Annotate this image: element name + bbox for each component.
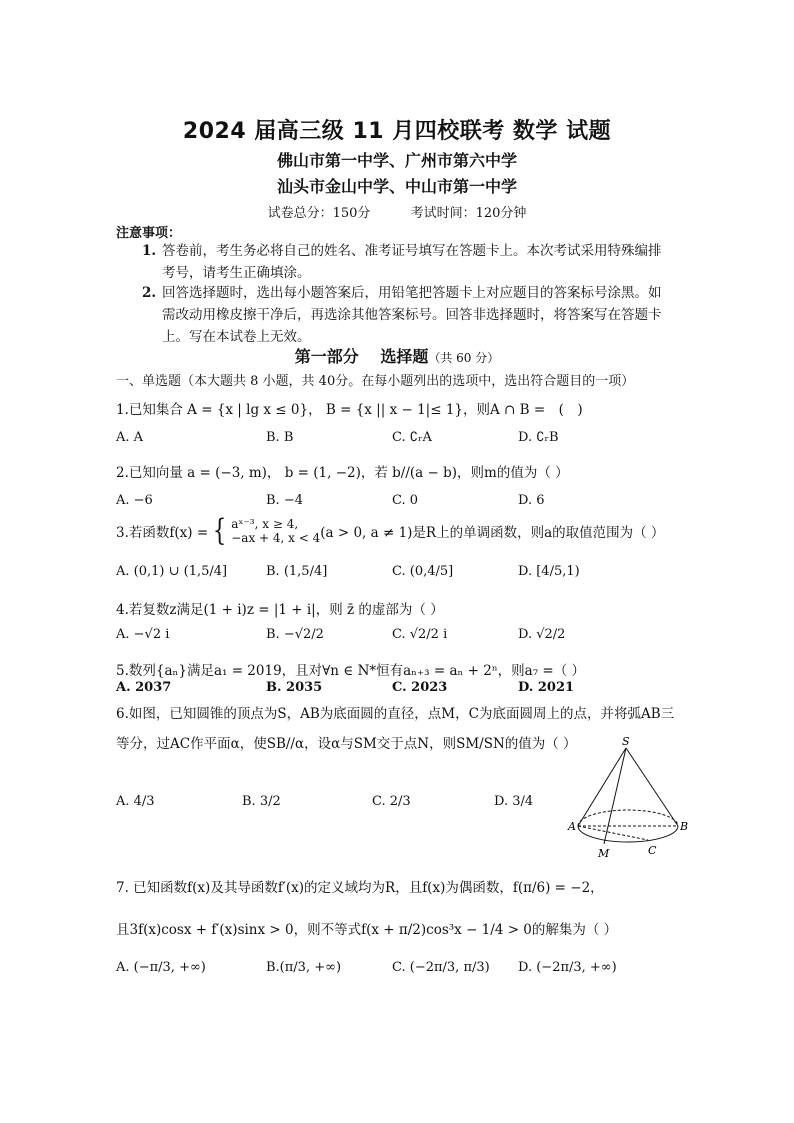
question-6-line-2: 等分，过AC作平面α，使SB//α，设α与SM交于点N，则SM/SN的值为（ ） (116, 736, 577, 752)
q1-option-c: C. ∁ᵣA (392, 430, 432, 445)
q1-option-d: D. ∁ᵣB (518, 430, 559, 445)
q1-option-a: A. A (116, 430, 144, 445)
question-7-line-2: 且3f(x)cosx + f′(x)sinx > 0，则不等式f(x + π/2)cos³x − 1/4 > 0的解集为（ ） (116, 922, 618, 938)
note-line: 考号，请考生正确填涂。 (162, 265, 311, 281)
q3-option-b: B. (1,5/4] (266, 564, 328, 579)
q4-option-c: C. √2/2 i (392, 627, 448, 642)
q3-option-a: A. (0,1) ∪ (1,5/4] (116, 564, 228, 579)
exam-title: 2024 届高三级 11 月四校联考 数学 试题 (182, 119, 612, 144)
note-line: 回答选择题时，选出每小题答案后，用铅笔把答题卡上对应题目的答案标号涂黑。如 (162, 285, 662, 301)
question-2-stem: 2.已知向量 a = (−3, m)， b = (1, −2)，若 b//(a − b)，则m的值为（ ） (116, 465, 569, 481)
label-m: M (598, 847, 610, 860)
q6-option-a: A. 4/3 (116, 794, 155, 809)
question-7-line-1: 7. 已知函数f(x)及其导函数f′(x)的定义域均为R，且f(x)为偶函数，f(π/6) = −2， (116, 880, 604, 896)
q7-option-b: B.(π/3, +∞) (266, 960, 342, 975)
cone-edge-right (626, 748, 678, 826)
q6-option-d: D. 3/4 (494, 794, 534, 809)
question-4-stem: 4.若复数z满足(1 + i)z = |1 + i|，则 z̄ 的虚部为（ ） (116, 602, 444, 618)
q6-option-b: B. 3/2 (242, 794, 281, 809)
notes-label: 注意事项： (116, 226, 182, 241)
q4-option-b: B. −√2/2 (266, 627, 324, 642)
note-line: 答卷前，考生务必将自己的姓名、准考证号填写在答题卡上。本次考试采用特殊编排 (162, 243, 662, 259)
cone-line-sm (604, 748, 626, 844)
question-3-stem (116, 513, 665, 548)
q3-case-1: aˣ⁻³, x ≥ 4, (231, 517, 299, 531)
schools-line-1: 佛山市第一中学、广州市第六中学 (276, 151, 517, 170)
part-title (0, 344, 794, 367)
note-item-2 (142, 282, 682, 348)
note-item-1 (142, 240, 682, 284)
label-s: S (622, 735, 630, 748)
piecewise-brace-icon: { (213, 513, 227, 548)
q3-option-c: C. (0,4/5] (392, 564, 454, 579)
question-6-line-1: 6.如图，已知圆锥的顶点为S，AB为底面圆的直径，点M，C为底面圆周上的点，并将弧AB三 (116, 706, 675, 722)
note-line: 需改动用橡皮擦干净后，再选涂其他答案标号。回答非选择题时，将答案写在答题卡 (162, 307, 662, 323)
section-heading: 一、单选题（本大题共 8 小题，共 40分。在每小题列出的选项中，选出符合题目的一项） (116, 374, 635, 389)
q5-option-d: D. 2021 (518, 680, 575, 695)
q7-option-a: A. (−π/3, +∞) (116, 960, 206, 975)
q2-option-d: D. 6 (518, 493, 545, 508)
part-title-text: 第一部分 选择题 (294, 347, 429, 366)
q7-option-c: C. (−2π/3, π/3) (392, 960, 490, 975)
q5-option-b: B. 2035 (266, 680, 323, 695)
cone-edge-left (578, 748, 626, 826)
q7-option-d: D. (−2π/3, +∞) (518, 960, 617, 975)
q1-option-b: B. B (266, 430, 294, 445)
note-number: 1. (142, 243, 157, 259)
label-a: A (568, 820, 576, 833)
label-c: C (648, 844, 657, 857)
base-front-arc (578, 826, 678, 842)
cone-figure (560, 732, 700, 862)
q2-option-b: B. −4 (266, 493, 303, 508)
base-back-arc (578, 810, 678, 826)
exam-meta (0, 202, 794, 221)
part-subtitle: （共 60 分） (428, 351, 500, 365)
q3-cases (231, 517, 320, 545)
label-b: B (680, 820, 689, 833)
exam-time: 考试时间：120分钟 (410, 206, 527, 221)
q3-case-2: −ax + 4, x < 4 (231, 531, 321, 545)
chord-ac (578, 826, 648, 840)
q4-option-d: D. √2/2 (518, 627, 566, 642)
q3-option-d: D. [4/5,1) (518, 564, 580, 579)
note-line: 上。写在本试卷上无效。 (162, 329, 311, 345)
q5-option-c: C. 2023 (392, 680, 448, 695)
q4-option-a: A. −√2 i (116, 627, 170, 642)
q3-prefix: 3.若函数f(x) = (116, 525, 209, 541)
note-number: 2. (142, 285, 157, 301)
q6-option-c: C. 2/3 (372, 794, 411, 809)
total-score: 试卷总分：150分 (267, 206, 371, 221)
q2-option-a: A. −6 (116, 493, 153, 508)
question-1-stem: 1.已知集合 A = {x | lg x ≤ 0}， B = {x || x − 1|≤ 1}，则A ∩ B = ( ) (116, 402, 583, 418)
q5-option-a: A. 2037 (116, 680, 172, 695)
schools-line-2: 汕头市金山中学、中山市第一中学 (276, 177, 517, 196)
q3-suffix: (a > 0, a ≠ 1)是R上的单调函数，则a的取值范围为（ ） (320, 525, 665, 541)
q2-option-c: C. 0 (392, 493, 419, 508)
question-5-stem: 5.数列{aₙ}满足a₁ = 2019，且对∀n ∈ N*恒有aₙ₊₃ = aₙ + 2ⁿ，则a₇ =（ ） (116, 663, 586, 679)
